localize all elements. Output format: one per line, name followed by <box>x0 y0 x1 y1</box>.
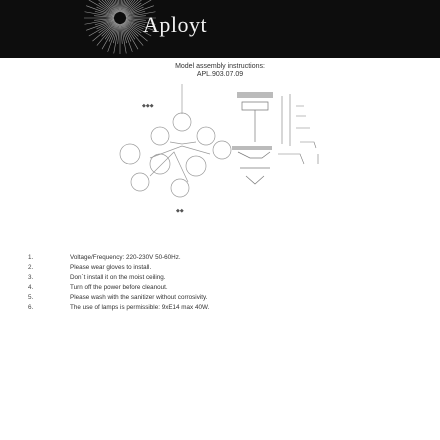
instruction-item <box>28 273 209 283</box>
instruction-item <box>28 283 209 293</box>
instruction-item <box>28 253 209 263</box>
instruction-text: Turn off the power before cleanout. <box>70 284 168 291</box>
sunburst-logo-icon <box>0 0 440 58</box>
instruction-number: 5. <box>28 294 34 301</box>
instruction-list <box>28 253 210 313</box>
chandelier-drawing <box>120 84 231 197</box>
instruction-text: The use of lamps is permissible: 9xE14 max 40W. <box>70 304 210 311</box>
caption-title: Model assembly instructions: <box>175 63 265 70</box>
svg-text:◆◆◆: ◆◆◆ <box>142 103 154 109</box>
instruction-item <box>28 263 209 273</box>
instruction-number: 2. <box>28 264 34 271</box>
svg-text:◆◆: ◆◆ <box>176 208 184 214</box>
instruction-item <box>28 293 209 303</box>
brand-name: Aployt <box>143 12 208 37</box>
assembly-diagram <box>0 84 440 224</box>
instruction-item <box>28 303 210 313</box>
instruction-number: 6. <box>28 304 34 311</box>
canopy-detail <box>232 92 273 184</box>
instruction-number: 4. <box>28 284 34 291</box>
caption-model: APL.903.07.09 <box>196 71 244 78</box>
instruction-text: Please wash with the sanitizer without corrosivity. <box>70 294 208 301</box>
brand-header <box>0 0 440 58</box>
canopy-hardware <box>278 94 318 164</box>
instruction-number: 1. <box>28 254 34 261</box>
dimension-labels <box>142 103 184 214</box>
instruction-text: Please wear gloves to install. <box>70 264 152 271</box>
instruction-text: Don`t install it on the moist ceiling. <box>70 274 166 281</box>
instruction-text: Voltage/Frequency: 220-230V 50-60Hz. <box>70 254 181 261</box>
instruction-number: 3. <box>28 274 34 281</box>
